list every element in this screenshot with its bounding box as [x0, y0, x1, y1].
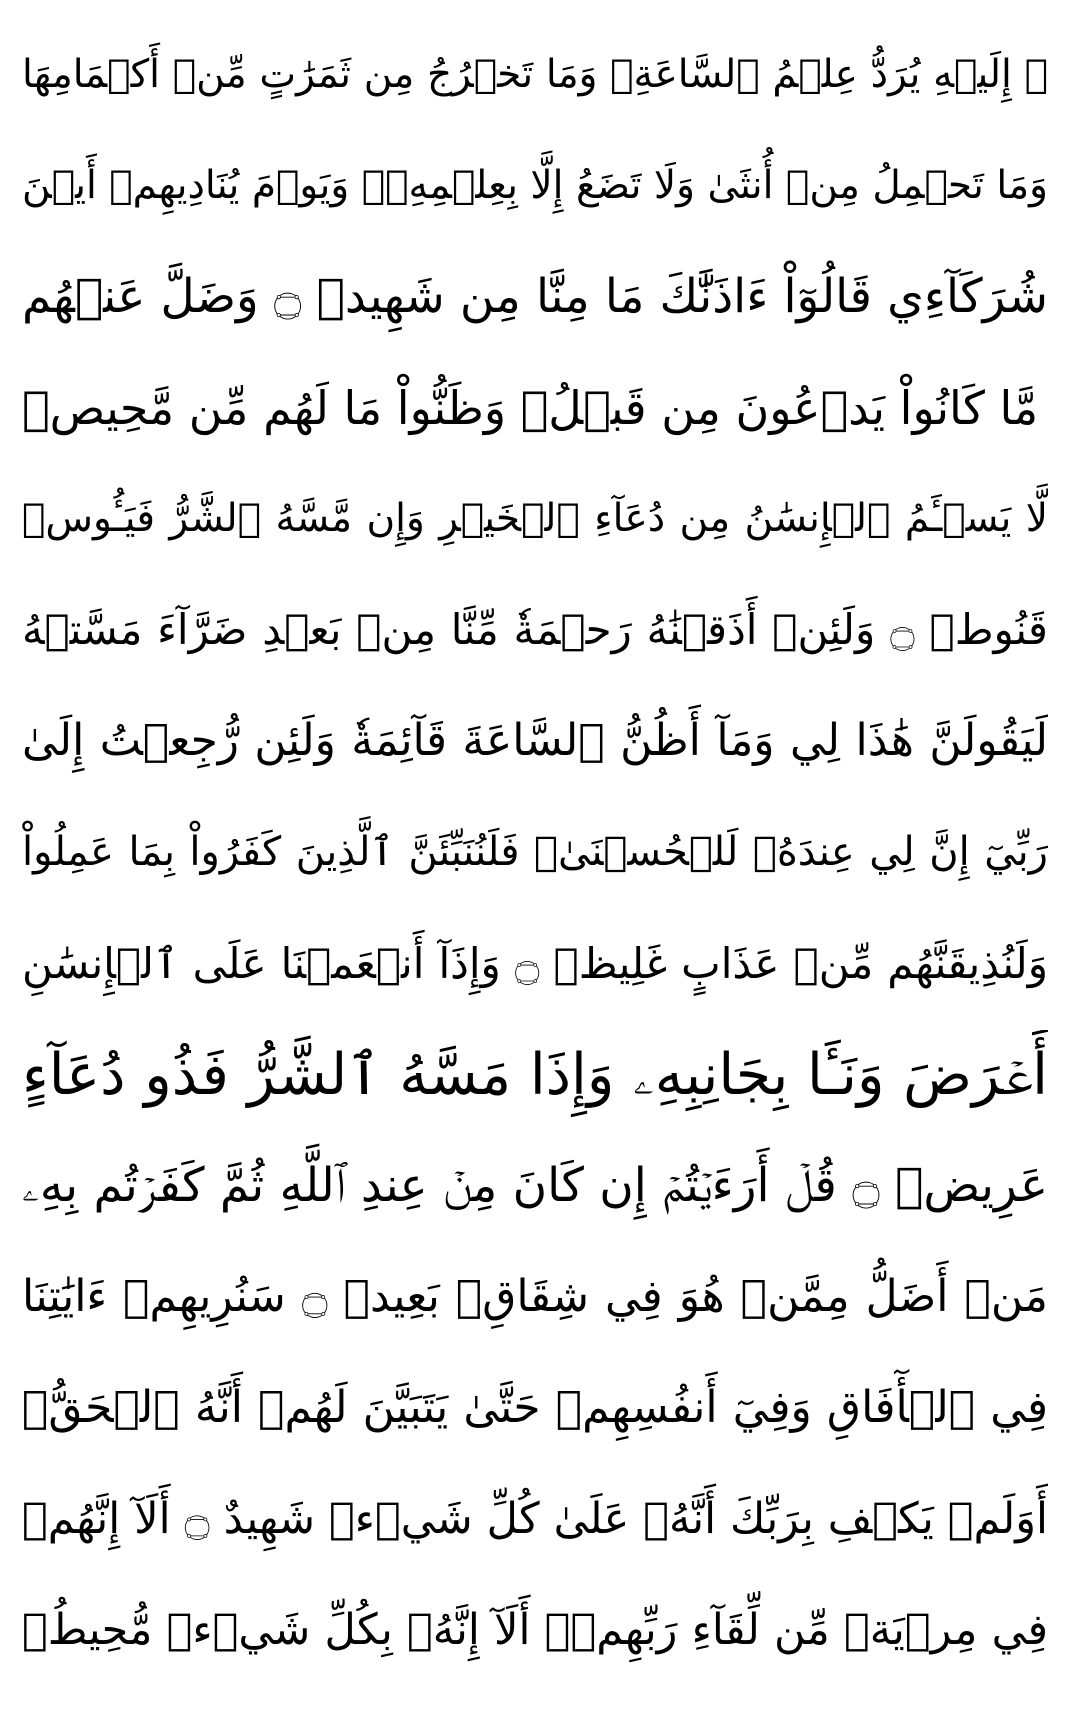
verse-line-8: رَبِّيٓ إِنَّ لِي عِندَهُۥ لَلۡحُسۡنَىٰۚ فَلَنُنَبِّئَنَّ ٱلَّذِينَ كَفَرُواْ بِمَا عَمِلُواْ — [22, 829, 1048, 876]
verse-line-4: مَّا كَانُواْ يَدۡعُونَ مِن قَبۡلُۖ وَظَنُّواْ مَا لَهُم مِّن مَّحِيصٖ — [22, 381, 1039, 436]
verse-line-1: ۞ إِلَيۡهِ يُرَدُّ عِلۡمُ ٱلسَّاعَةِۚ وَمَا تَخۡرُجُ مِن ثَمَرَٰتٍ مِّنۡ أَكۡمَامِهَا — [22, 52, 1048, 97]
verse-line-5: لَّا يَسۡـَٔمُ ٱلۡإِنسَٰنُ مِن دُعَآءِ ٱلۡخَيۡرِ وَإِن مَّسَّهُ ٱلشَّرُّ فَيَـُٔوسٞ — [22, 496, 1048, 542]
verse-line-7: لَيَقُولَنَّ هَٰذَا لِي وَمَآ أَظُنُّ ٱلسَّاعَةَ قَآئِمَةٗ وَلَئِن رُّجِعۡتُ إِلَىٰ — [22, 715, 1048, 767]
verse-line-15: فِي مِرۡيَةٖ مِّن لِّقَآءِ رَبِّهِمۡۗ أَلَآ إِنَّهُۥ بِكُلِّ شَيۡءٖ مُّحِيطُۢ — [22, 1604, 1048, 1655]
verse-line-2: وَمَا تَحۡمِلُ مِنۡ أُنثَىٰ وَلَا تَضَعُ إِلَّا بِعِلۡمِهِۦۚ وَيَوۡمَ يُنَادِيهِمۡ أَيۡنَ — [22, 163, 1048, 209]
verse-line-14: أَوَلَمۡ يَكۡفِ بِرَبِّكَ أَنَّهُۥ عَلَىٰ كُلِّ شَيۡءٖ شَهِيدٌ ۝ أَلَآ إِنَّهُمۡ — [22, 1493, 1048, 1544]
verse-line-3: شُرَكَآءِي قَالُوٓاْ ءَاذَنَّٰكَ مَا مِنَّا مِن شَهِيدٖ ۝ وَضَلَّ عَنۡهُم — [22, 269, 1048, 325]
verse-line-13: فِي ٱلۡأٓفَاقِ وَفِيٓ أَنفُسِهِمۡ حَتَّىٰ يَتَبَيَّنَ لَهُمۡ أَنَّهُ ٱلۡحَقُّۗ — [22, 1381, 1048, 1433]
verse-line-12: مَنۡ أَضَلُّ مِمَّنۡ هُوَ فِي شِقَاقِۭ بَعِيدٖ ۝ سَنُرِيهِمۡ ءَايَٰتِنَا — [22, 1270, 1048, 1322]
verse-line-6: قَنُوطٞ ۝ وَلَئِنۡ أَذَقۡنَٰهُ رَحۡمَةٗ مِّنَّا مِنۢ بَعۡدِ ضَرَّآءَ مَسَّتۡهُ — [22, 605, 1048, 655]
verse-line-9: وَلَنُذِيقَنَّهُم مِّنۡ عَذَابٍ غَلِيظٖ ۝ وَإِذَآ أَنۡعَمۡنَا عَلَى ٱلۡإِنسَٰنِ — [22, 938, 1048, 988]
verse-lines — [22, 30, 1048, 1675]
verse-line-11: عَرِيضٖ ۝ قُلۡ أَرَءَيۡتُمۡ إِن كَانَ مِنۡ عِندِ ٱللَّهِ ثُمَّ كَفَرۡتُم بِهِۦ — [22, 1157, 1048, 1213]
verse-line-10: أَعۡرَضَ وَنَـَٔا بِجَانِبِهِۦ وَإِذَا مَسَّهُ ٱلشَّرُّ فَذُو دُعَآءٍ — [22, 1041, 1048, 1108]
